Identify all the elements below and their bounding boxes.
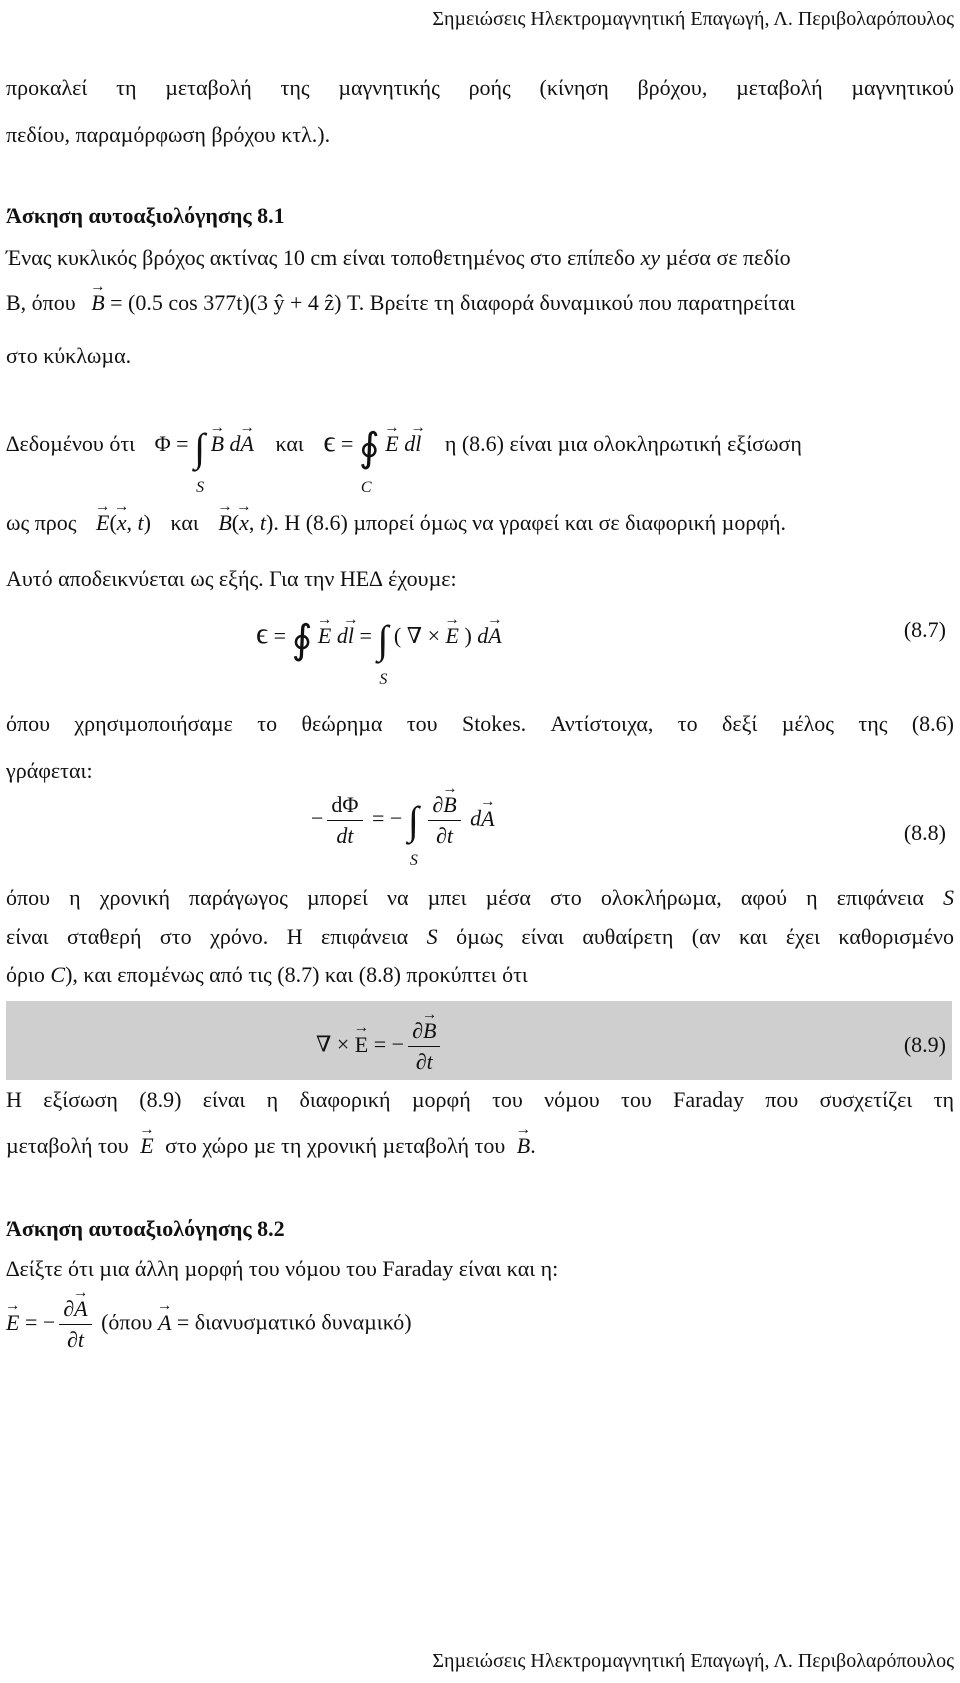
given-line-2: ως προς → E(→ x, t) και → B(→ x, t). Η (8.6) µπορεί όµως να γραφεί και σε διαφορική µορφή.: [6, 510, 954, 536]
subscript-s: S: [196, 479, 205, 496]
contour-integral-sign: ∮ C: [358, 425, 380, 496]
surface-s: S: [943, 885, 954, 910]
after-8-8-text-3b: ), και εποµένως από τις (8.7) και (8.8) προκύπτει ότι: [65, 962, 528, 987]
page-header: Σηµειώσεις Ηλεκτροµαγνητική Επαγωγή, Λ. Περιβολαρόπουλος: [432, 8, 954, 30]
exercise-2-title: Άσκηση αυτοαξιολόγησης 8.2: [6, 1216, 285, 1241]
x-vector: → x: [117, 510, 127, 536]
b-field-formula: [91, 290, 341, 315]
subscript-s: S: [409, 851, 418, 869]
after-8-8-text-2b: όµως είναι αυθαίρετη (αν και έχει καθορισµένο: [456, 924, 955, 949]
equation-number-8-8: (8.8): [903, 820, 946, 845]
b-vector: → B: [517, 1133, 530, 1159]
b-vector: → B: [218, 510, 231, 536]
exercise-1-text-2a: B, όπου: [6, 290, 76, 315]
after-8-7-line-2: γράφεται:: [6, 758, 93, 783]
x-vector: → x: [239, 510, 249, 536]
after-8-9-line-2: [6, 1133, 954, 1159]
after-8-9-text-2b: στο χώρο µε τη χρονική µεταβολή του: [165, 1133, 506, 1158]
and-word-2: και: [170, 510, 199, 535]
exercise-1-title: Άσκηση αυτοαξιολόγησης 8.1: [6, 203, 285, 228]
given-line-1: ∆εδοµένου ότι Φ = ∫ S → B d→ A και ϵ = ∮ C → E d→ l η (8.6) είναι µια ολοκληρωτική εξίσωση: [6, 425, 954, 468]
emf-symbol: ϵ: [323, 425, 336, 458]
unit-tesla: T: [346, 290, 359, 315]
equation-number-8-9: (8.9): [903, 1032, 946, 1057]
after-8-9-text-2c: .: [530, 1133, 536, 1158]
equation-number-8-7: (8.7): [903, 617, 946, 642]
exercise-1-line-1: [6, 245, 954, 271]
paren-rest: = διανυσµατικό δυναµικό): [176, 1309, 412, 1335]
exercise-1-text-b: µέσα σε πεδίο: [665, 245, 791, 270]
exercise-1-text: Ένας κυκλικός βρόχος ακτίνας 10 cm είναι τοποθετηµένος στο επίπεδο: [6, 245, 636, 270]
after-8-9-text-2a: µεταβολή του: [6, 1133, 129, 1158]
e-vector: → E: [355, 1032, 368, 1058]
given-rest: η (8.6) είναι µια ολοκληρωτική εξίσωση: [444, 431, 802, 456]
surface-integral-sign: ∫ S: [194, 425, 206, 496]
b-vector: → B: [211, 431, 224, 457]
contour-c: C: [50, 962, 66, 987]
exercise-1-line-3: στο κύκλωµα.: [6, 343, 132, 368]
e-vector: → E: [385, 431, 398, 457]
a-vector: → A: [241, 431, 254, 457]
after-8-8-line-1: [6, 885, 954, 911]
after-8-8-text-3a: όριο: [6, 962, 45, 987]
after-8-9-line-1: Η εξίσωση (8.9) είναι η διαφορική µορφή του νόµου του Faraday που συσχετίζει τη: [6, 1087, 954, 1112]
exercise-1-line-2: [6, 290, 954, 316]
equation-8-9: ∇ × → E = − $\frac{\partial\to B}{\partial t}$ (8.9): [6, 1004, 954, 1080]
exercise-1-text-2b: . Βρείτε τη διαφορά δυναµικού που παρατηρείται: [358, 290, 796, 315]
after-8-8-line-3: [6, 962, 954, 988]
paren-open: (όπου: [101, 1309, 153, 1335]
after-8-8-text-1: όπου η χρονική παράγωγος µπορεί να µπει µέσα στο ολοκλήρωµα, αφού η επιφάνεια: [6, 885, 924, 910]
wrt-text: ως προς: [6, 510, 77, 535]
e-vector: → E: [140, 1133, 153, 1159]
b-formula: = (0.5 cos 377t)(3 ŷ + 4 ẑ): [110, 290, 342, 315]
exercise-2-line-1: ∆είξτε ότι µια άλλη µορφή του νόµου του Faraday είναι και η:: [6, 1256, 559, 1281]
given-line-3: Αυτό αποδεικνύεται ως εξής. Για την ΗΕ∆ έχουµε:: [6, 566, 457, 591]
intro-line-2: πεδίου, παραµόρφωση βρόχου κτλ.).: [6, 122, 331, 147]
subscript-s: S: [379, 671, 388, 688]
l-vector: → l: [415, 431, 421, 457]
a-vector: → A: [158, 1310, 171, 1336]
and-word: και: [275, 431, 304, 456]
equation-8-7: ϵ = ∮ → E d→ l = ∫ S ( ∇ × → E ) d→ A (8.7): [6, 617, 954, 687]
subscript-c: C: [360, 479, 372, 496]
after-8-8-line-2: [6, 924, 954, 950]
after-8-8-text-2a: είναι σταθερή στο χρόνο. Η επιφάνεια: [6, 924, 409, 949]
after-8-7-line-1: όπου χρησιµοποιήσαµε το θεώρηµα του Stokes. Αντίστοιχα, το δεξί µέλος της (8.6): [6, 711, 954, 736]
phi-symbol: Φ: [154, 431, 171, 456]
surface-s: S: [426, 924, 438, 949]
b-vector: → B: [91, 290, 104, 316]
page-footer: Σηµειώσεις Ηλεκτροµαγνητική Επαγωγή, Λ. Περιβολαρόπουλος: [432, 1650, 954, 1672]
exercise-2-formula: → E = − $\frac{\partial\to A}{\partial t}$ (όπου → A = διανυσµατικό δυναµικό): [6, 1296, 954, 1376]
intro-line-1: προκαλεί τη µεταβολή της µαγνητικής ροής (κίνηση βρόχου, µεταβολή µαγνητικού: [6, 75, 954, 100]
equation-8-8: − $\frac{d\Phi}{dt}$ = − ∫ S $\frac{\partial\to B}{\partial t}$ d→ A (8.8): [6, 792, 954, 872]
e-vector: → E: [96, 510, 109, 536]
given-rest-2: . Η (8.6) µπορεί όµως να γραφεί και σε διαφορική µορφή.: [273, 510, 787, 535]
given-lead: ∆εδοµένου ότι: [6, 431, 136, 456]
plane-xy: xy: [640, 245, 661, 270]
